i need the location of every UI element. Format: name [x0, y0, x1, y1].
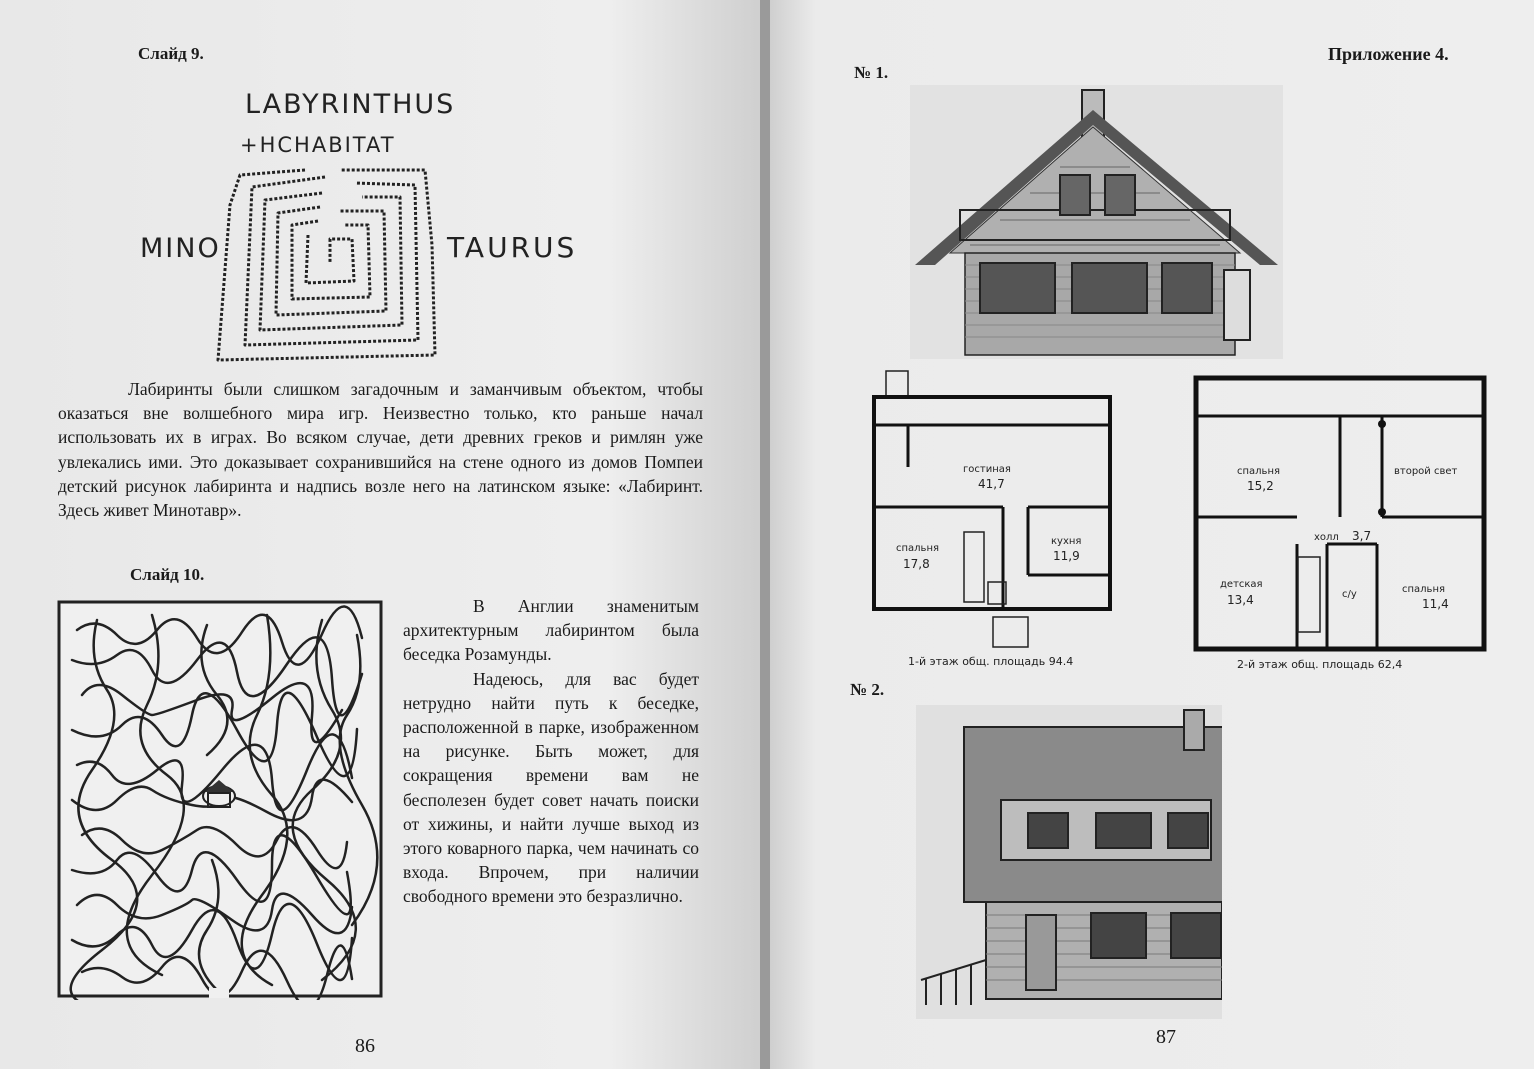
floor2-plan [1192, 372, 1492, 675]
inscription-line1: LABYRINTHUS [245, 89, 456, 120]
chimney-2 [1184, 710, 1204, 750]
plan2-room4-name: детская [1220, 579, 1263, 590]
plan1-stairs [964, 532, 984, 602]
appendix-heading: Приложение 4. [1328, 44, 1449, 64]
plan1-room3-name: кухня [1051, 536, 1082, 547]
window-1 [980, 263, 1055, 313]
window-2 [1072, 263, 1147, 313]
plan1-room2-name: спальня [896, 543, 940, 554]
plan1-entry-steps [993, 617, 1028, 647]
plan1-top-stairs [886, 371, 908, 396]
floor1-plan [868, 367, 1118, 672]
plan2-room3-area: 3,7 [1352, 529, 1372, 543]
floor2-caption: 2-й этаж общ. площадь 62,4 [1237, 658, 1403, 671]
plan2-room3-name: холл [1314, 532, 1339, 543]
pompeii-labyrinth-drawing [140, 85, 640, 370]
page-number-left: 86 [355, 1035, 375, 1057]
maze-entrance [209, 988, 229, 998]
inscription-left-word: MINO [140, 233, 221, 264]
house1-facade-drawing [910, 85, 1283, 359]
house2-window-2 [1171, 913, 1221, 958]
page-number-right: 87 [1156, 1026, 1176, 1048]
attic-window-left [1060, 175, 1090, 215]
plan1-room1-area: 41,7 [978, 477, 1005, 491]
dormer-window-1 [1028, 813, 1068, 848]
house2-label: № 2. [850, 680, 885, 699]
inscription-line2: +HCHABITAT [240, 133, 396, 157]
plan2-room6-area: 11,4 [1422, 597, 1449, 611]
labyrinth-spiral [218, 170, 435, 360]
right-page [770, 0, 1534, 1069]
plan2-room6-name: спальня [1402, 584, 1446, 595]
plan2-room5-name: с/у [1342, 589, 1357, 600]
plan2-room2-name: второй свет [1394, 466, 1458, 477]
house2-window-1 [1091, 913, 1146, 958]
plan1-room1-name: гостиная [963, 464, 1011, 475]
entrance-door [1224, 270, 1250, 340]
paragraph-labyrinths: Лабиринты были слишком загадочным и заманчивым объектом, чтобы оказаться вне волшебного мира игр. Неизвестно только, кто раньше начал использовать их в играх. Во всяком случае, дети древних греков и римлян уже увлекались ими. Это доказывает сохранившийся на стене одного из домов Помпеи детский рисунок лабиринта и надпись возле него на латинском языке: «Лабиринт. Здесь живет Минотавр». [58, 379, 703, 521]
plan1-room3-area: 11,9 [1053, 549, 1080, 563]
plan2-room1-name: спальня [1237, 466, 1281, 477]
plan2-stairs [1298, 557, 1320, 632]
floor1-caption: 1-й этаж общ. площадь 94.4 [908, 655, 1074, 668]
window-3 [1162, 263, 1212, 313]
attic-window-right [1105, 175, 1135, 215]
dormer-window-2 [1096, 813, 1151, 848]
dormer-window-3 [1168, 813, 1208, 848]
house1-label: № 1. [854, 63, 889, 82]
plan1-room2-area: 17,8 [903, 557, 930, 571]
inscription-right-word: TAURUS [447, 231, 578, 264]
house2-door [1026, 915, 1056, 990]
rosamund-maze-drawing [57, 600, 385, 1000]
paragraph-rosamund: В Англии знаменитым архитектурным лабиринтом была беседка Розамунды. Надеюсь, для вас будет нетрудно найти путь к беседке, расположенной в парке, изображенном на рисунке. Быть может, для сокращения времени вам не бесполезен будет совет начать поиски от хижины, и найти лучше выход из этого коварного парка, чем начинать со входа. Впрочем, при наличии свободного времени это безразлично. [403, 596, 699, 907]
plan2-room4-area: 13,4 [1227, 593, 1254, 607]
plan2-room1-area: 15,2 [1247, 479, 1274, 493]
house2-facade-drawing [916, 705, 1222, 1019]
left-page [0, 0, 762, 1069]
slide9-heading: Слайд 9. [138, 44, 204, 63]
slide10-heading: Слайд 10. [130, 565, 205, 584]
